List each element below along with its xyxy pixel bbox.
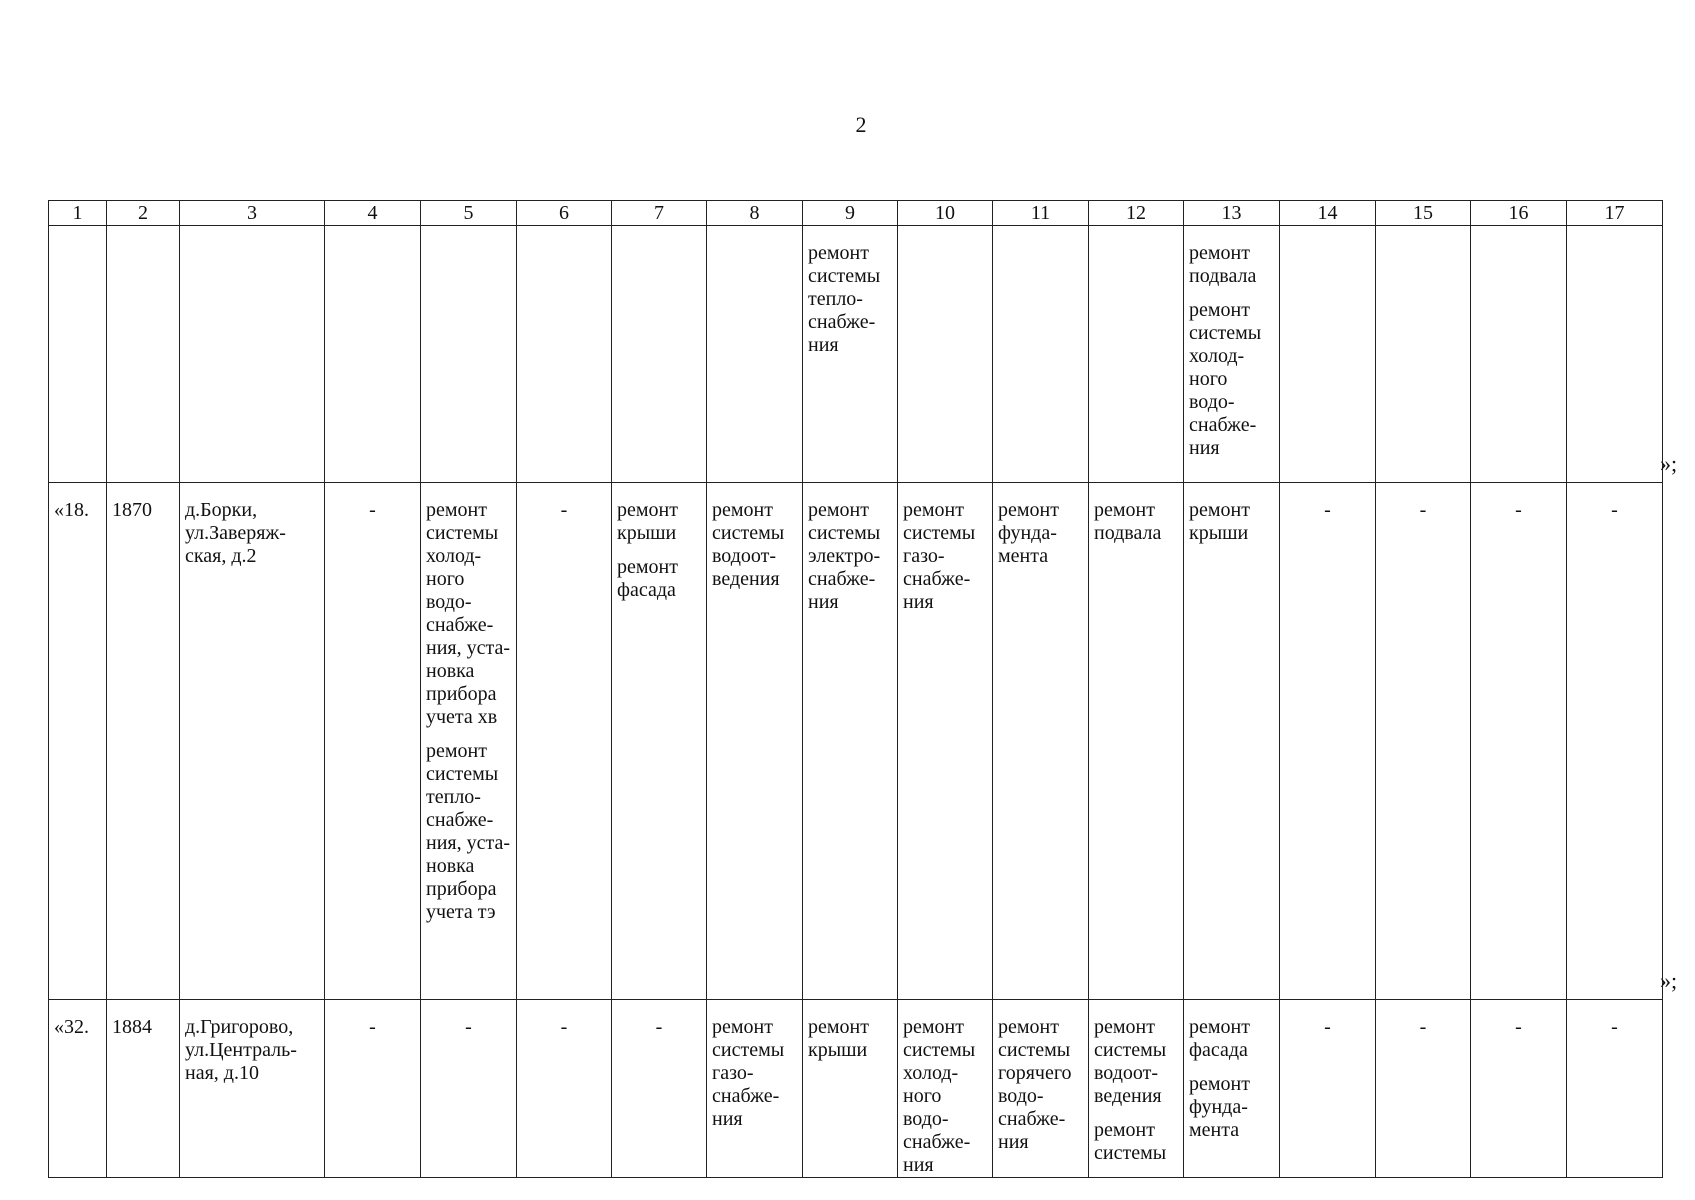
table-cell-col-8 <box>707 226 803 483</box>
column-header-3: 3 <box>180 201 325 226</box>
column-number-header <box>49 201 1663 226</box>
cell-text: ремонт системы газо-снабже-ния <box>903 499 976 613</box>
table-cell-col-17 <box>1567 226 1663 483</box>
cell-text: - <box>1324 499 1331 521</box>
cell-text: ремонт системы водоот-ведения <box>1094 1016 1167 1107</box>
table-cell-col-16 <box>1471 483 1567 1000</box>
table-cell-col-6 <box>517 226 612 483</box>
cell-text: ремонт системы холод-ного водо-снабже-ния, уста-новка прибора учета хв <box>426 499 511 728</box>
column-header-12: 12 <box>1089 201 1184 226</box>
cell-text: ремонт системы тепло-снабже-ния <box>808 242 881 356</box>
table-cell-col-9 <box>803 483 898 1000</box>
cell-text: - <box>655 1016 663 1038</box>
column-header-7: 7 <box>612 201 707 226</box>
column-header-10: 10 <box>898 201 993 226</box>
cell-text: ремонт подвала <box>1094 499 1162 544</box>
cell-text: ремонт фунда-мента <box>1189 1073 1250 1141</box>
row-end-mark: »; <box>1660 451 1678 476</box>
column-header-11: 11 <box>993 201 1089 226</box>
table-cell-col-11 <box>993 483 1089 1000</box>
table-cell-col-9 <box>803 1000 898 1178</box>
cell-text: ремонт системы холод-ного водо-снабже-ния <box>1189 299 1262 459</box>
page-number: 2 <box>855 112 867 137</box>
cell-text: - <box>369 1016 376 1038</box>
column-header-13: 13 <box>1184 201 1280 226</box>
column-header-15: 15 <box>1376 201 1471 226</box>
table-cell-col-17 <box>1567 1000 1663 1178</box>
table-cell-col-4 <box>325 1000 421 1178</box>
table-cell-col-16 <box>1471 226 1567 483</box>
table-cell-col-2 <box>107 483 180 1000</box>
cell-text: 1884 <box>112 1016 152 1038</box>
cell-text: - <box>560 1016 568 1038</box>
cell-text: ремонт фасада <box>617 556 678 601</box>
cell-text: - <box>1324 1016 1331 1038</box>
table-cell-col-13 <box>1184 483 1280 1000</box>
table-cell-col-17 <box>1567 483 1663 1000</box>
cell-text: 1870 <box>112 499 152 521</box>
cell-text: ремонт системы электро-снабже-ния <box>808 499 881 613</box>
column-header-2: 2 <box>107 201 180 226</box>
cell-text: - <box>465 1016 472 1038</box>
cell-text: «18. <box>54 499 89 521</box>
table-cell-col-15 <box>1376 226 1471 483</box>
column-header-9: 9 <box>803 201 898 226</box>
table-cell-col-1 <box>49 1000 107 1178</box>
table-row <box>49 483 1663 1000</box>
table-cell-col-12 <box>1089 483 1184 1000</box>
table-cell-col-3 <box>180 1000 325 1178</box>
table-cell-col-5 <box>421 1000 517 1178</box>
cell-text: ремонт системы горячего водо-снабже-ния <box>998 1016 1072 1153</box>
cell-text: ремонт фунда-мента <box>998 499 1059 567</box>
table-cell-col-5 <box>421 483 517 1000</box>
cell-text: ремонт фасада <box>1189 1016 1250 1061</box>
table-cell-col-3 <box>180 226 325 483</box>
table-cell-col-1 <box>49 226 107 483</box>
table-row <box>49 226 1663 483</box>
table-cell-col-15 <box>1376 1000 1471 1178</box>
cell-text: - <box>1611 499 1618 521</box>
cell-text: - <box>1611 1016 1618 1038</box>
table-cell-col-8 <box>707 483 803 1000</box>
table-cell-col-3 <box>180 483 325 1000</box>
column-header-8: 8 <box>707 201 803 226</box>
cell-text: - <box>560 499 568 521</box>
cell-text: - <box>1419 1016 1427 1038</box>
table-body <box>49 226 1663 1178</box>
column-header-14: 14 <box>1280 201 1376 226</box>
cell-text: ремонт крыши <box>1189 499 1250 544</box>
column-header-5: 5 <box>421 201 517 226</box>
table-cell-col-8 <box>707 1000 803 1178</box>
table-cell-col-7 <box>612 226 707 483</box>
table-cell-col-14 <box>1280 226 1376 483</box>
table-cell-col-12 <box>1089 1000 1184 1178</box>
table-cell-col-15 <box>1376 483 1471 1000</box>
table-row <box>49 1000 1663 1178</box>
column-header-4: 4 <box>325 201 421 226</box>
column-header-6: 6 <box>517 201 612 226</box>
table-cell-col-10 <box>898 1000 993 1178</box>
cell-text: «32. <box>54 1016 89 1038</box>
table-cell-col-12 <box>1089 226 1184 483</box>
cell-text: ремонт системы водоот-ведения <box>712 499 785 590</box>
table-cell-col-14 <box>1280 1000 1376 1178</box>
table-cell-col-2 <box>107 1000 180 1178</box>
table-cell-col-10 <box>898 226 993 483</box>
table-cell-col-13 <box>1184 226 1280 483</box>
column-header-17: 17 <box>1567 201 1663 226</box>
table-cell-col-4 <box>325 483 421 1000</box>
column-header-16: 16 <box>1471 201 1567 226</box>
table-cell-col-1 <box>49 483 107 1000</box>
table-cell-col-6 <box>517 1000 612 1178</box>
table-cell-col-4 <box>325 226 421 483</box>
table-cell-col-7 <box>612 483 707 1000</box>
cell-text: д.Григорово, ул.Централь-ная, д.10 <box>185 1016 297 1084</box>
cell-text: ремонт подвала <box>1189 242 1257 287</box>
header-row <box>49 201 1663 226</box>
cell-text: ремонт крыши <box>808 1016 869 1061</box>
cell-text: - <box>1515 1016 1522 1038</box>
row-end-mark: »; <box>1660 968 1678 993</box>
table-cell-col-11 <box>993 226 1089 483</box>
cell-text: д.Борки, ул.Заверяж-ская, д.2 <box>185 499 286 567</box>
table-cell-col-7 <box>612 1000 707 1178</box>
cell-text: - <box>369 499 376 521</box>
cell-text: - <box>1515 499 1522 521</box>
table-cell-col-6 <box>517 483 612 1000</box>
table-cell-col-10 <box>898 483 993 1000</box>
table-cell-col-14 <box>1280 483 1376 1000</box>
table-cell-col-5 <box>421 226 517 483</box>
cell-text: - <box>1419 499 1427 521</box>
repair-schedule-table <box>48 200 1663 1178</box>
cell-text: ремонт системы тепло-снабже-ния, уста-новка прибора учета тэ <box>426 740 511 923</box>
table-cell-col-9 <box>803 226 898 483</box>
column-header-1: 1 <box>49 201 107 226</box>
cell-text: ремонт крыши <box>617 499 678 544</box>
cell-text: ремонт системы <box>1094 1119 1167 1164</box>
cell-text: ремонт системы газо-снабже-ния <box>712 1016 785 1130</box>
table-cell-col-2 <box>107 226 180 483</box>
table-cell-col-11 <box>993 1000 1089 1178</box>
cell-text: ремонт системы холод-ного водо-снабже-ния <box>903 1016 976 1176</box>
table-cell-col-13 <box>1184 1000 1280 1178</box>
table-cell-col-16 <box>1471 1000 1567 1178</box>
